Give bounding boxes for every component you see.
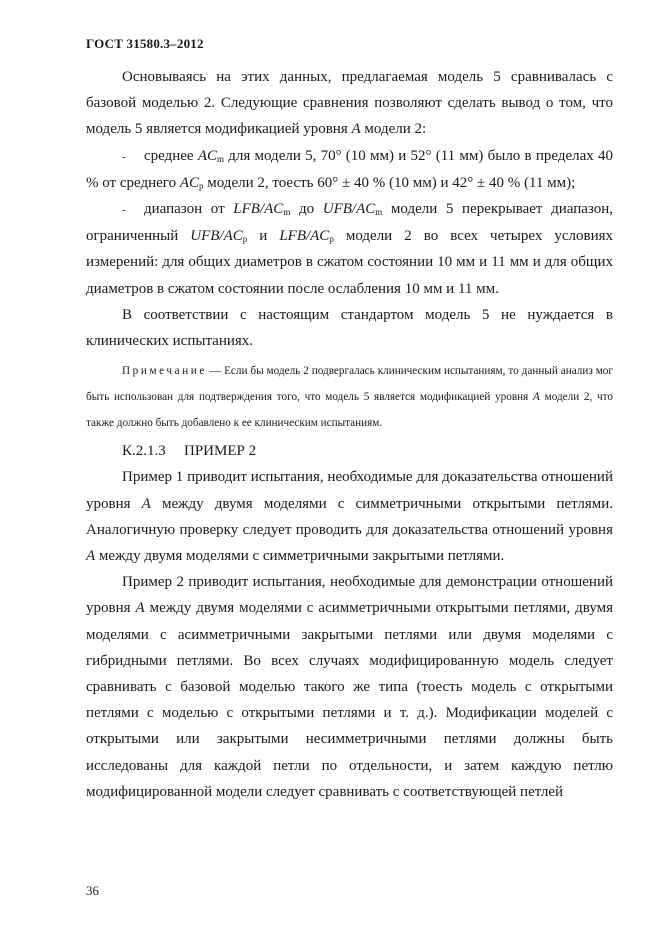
list-dash: - bbox=[122, 204, 126, 217]
section-title: ПРИМЕР 2 bbox=[184, 443, 257, 460]
paragraph-example-1: Пример 1 приводит испытания, необходимые для доказательства отношений уровня A между двумя моделями с симметричными открытыми петлями. Аналогичную проверку следует проводить для доказательства отношений уровня A между двумя моделями с симметричными закрытыми петлями. bbox=[86, 469, 614, 565]
list-dash: - bbox=[122, 150, 126, 163]
page-number: 36 bbox=[86, 883, 99, 898]
paragraph-no-clinical-trials: В соответствии с настоящим стандартом модель 5 не нуждается в клинических испытаниях. bbox=[86, 306, 613, 350]
note-label: Примечание bbox=[122, 365, 207, 378]
paragraph-example-2: Пример 2 приводит испытания, необходимые для демонстрации отношений уровня A между двумя моделями с асимметричными открытыми петлями, двумя моделями с асимметричными закрытыми петлями или двумя моделями с гибридными петлями. Во всех случаях модифицированную модель следует сравнивать с базовой моделью такого же типа (тоесть модель с открытыми петлями с моделью с открытыми петлями и т. д.). Модификации моделей с открытыми или закрытыми несимметричными петлями должны быть исследованы для каждой петли по отдельности, и затем каждую петлю модифицированной модели следует сравнивать с соответствующей петлей bbox=[86, 574, 614, 800]
list-item-range: - диапазон от LFB/$AC_m$ до UFB/$AC_m$ модели 5 перекрывает диапазон, ограниченный UFB/$AC_p$ и LFB/$AC_p$ модели 2 во всех четырех условиях измерений: для общих диаметров в сжатом состоянии 10 мм и 11 мм и для общих диаметров в сжатом состоянии после ослабления 10 мм и 11 мм. bbox=[86, 196, 613, 302]
document-body bbox=[86, 64, 613, 805]
list-item-mean-ac: - среднее $AC_m$ для модели 5, 70° (10 мм) и 52° (11 мм) было в пределах 40 % от среднего $AC_p$ модели 2, тоесть 60° ± 40 % (10 мм) и 42° ± 40 % (11 мм); bbox=[86, 143, 613, 196]
section-heading bbox=[86, 438, 613, 464]
paragraph-comparison-intro: Основываясь на этих данных, предлагаемая модель 5 сравнивалась с базовой моделью 2. Следующие сравнения позволяют сделать вывод о том, что модель 5 является модификацией уровня A модели 2: bbox=[86, 69, 613, 138]
note-paragraph: Примечание — Если бы модель 2 подвергалась клиническим испытаниям, то данный анализ мог быть использован для подтверждения того, что модель 5 является модификацией уровня A модели 2, что также должно быть добавлено к ее клиническим испытаниям. bbox=[86, 365, 614, 430]
standard-header: ГОСТ 31580.3–2012 bbox=[86, 36, 204, 51]
section-number: К.2.1.3 bbox=[122, 443, 166, 460]
